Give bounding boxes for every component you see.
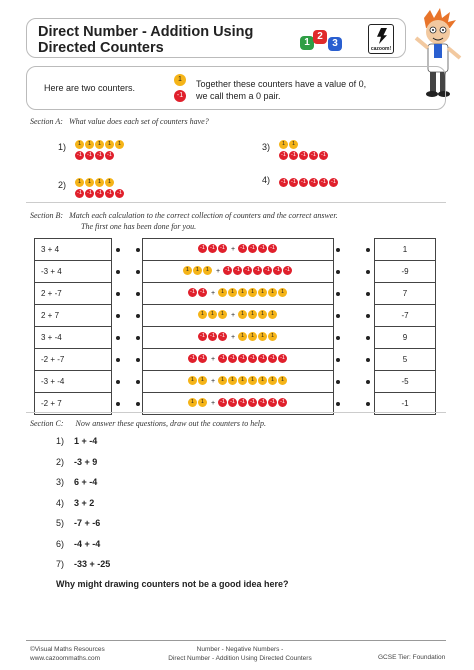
section-a-text: What value does each set of counters have? — [68, 117, 209, 126]
question-number: 6) — [56, 538, 65, 549]
section-b-text-1: Match each calculation to the correct collection of counters and the correct answer. — [69, 211, 338, 220]
counter-cell — [142, 282, 334, 305]
negative-counter-icon: -1 — [283, 266, 292, 275]
plus-sign: + — [230, 311, 236, 319]
negative-counter-icon: -1 — [233, 266, 242, 275]
page-title — [38, 24, 253, 56]
negative-counter-icon: -1 — [319, 178, 328, 187]
negative-counter-icon: -1 — [218, 398, 227, 407]
negative-counter-icon: -1 — [85, 151, 94, 160]
question-text: 1 + -4 — [74, 436, 98, 446]
negative-counter-icon: -1 — [218, 354, 227, 363]
negative-counter-icon: -1 — [174, 90, 186, 102]
footer-left — [30, 645, 105, 663]
positive-counter-icon: 1 — [218, 288, 227, 297]
negative-counter-icon: -1 — [299, 178, 308, 187]
counter-group — [75, 136, 155, 158]
section-c-question — [56, 518, 100, 528]
question-text: 3 + 2 — [74, 497, 95, 508]
match-dot[interactable] — [116, 248, 120, 252]
positive-counter-icon: 1 — [198, 376, 207, 385]
calculation-cell: 2 + -7 — [34, 282, 112, 305]
calculation-cell: 3 + -4 — [34, 326, 112, 349]
positive-counter-icon: 1 — [248, 376, 257, 385]
negative-counter-icon: -1 — [75, 189, 84, 198]
counter-group-left — [198, 306, 228, 324]
positive-counter-icon: 1 — [188, 376, 197, 385]
positive-counter-icon: 1 — [258, 376, 267, 385]
positive-counter-icon: 1 — [248, 332, 257, 341]
negative-counter-icon: -1 — [105, 189, 114, 198]
match-dot[interactable] — [116, 270, 120, 274]
question-number: 3) — [56, 477, 65, 487]
negative-counter-icon: -1 — [95, 189, 104, 198]
footer-website-link[interactable]: www.cazoommaths.com — [30, 655, 101, 662]
match-dot[interactable] — [366, 358, 370, 362]
positive-counter-icon: 1 — [115, 140, 124, 149]
question-number: 2) — [58, 180, 67, 190]
counter-group-left — [198, 240, 228, 258]
negative-counter-icon: -1 — [299, 151, 308, 160]
bolt-icon — [377, 28, 387, 44]
counter-cell — [142, 326, 334, 349]
plus-sign: + — [230, 333, 236, 341]
section-c-label: Section C: — [30, 419, 64, 428]
match-dot[interactable] — [116, 314, 120, 318]
positive-counter-icon: 1 — [228, 288, 237, 297]
negative-counter-icon: -1 — [85, 189, 94, 198]
counter-group-left — [188, 394, 208, 412]
divider-b — [26, 412, 446, 413]
counter-group-left — [198, 328, 228, 346]
positive-counter-icon: 1 — [193, 266, 202, 275]
positive-counter-icon: 1 — [188, 398, 197, 407]
title-line-1: Direct Number - Addition Using — [38, 24, 254, 40]
positive-counter-icon: 1 — [85, 178, 94, 187]
section-c-question — [56, 539, 100, 549]
negative-counter-icon: -1 — [263, 266, 272, 275]
footer-copyright: ©Visual Maths Resources — [30, 646, 105, 653]
plus-sign: + — [210, 399, 216, 407]
answer-cell: 7 — [374, 282, 436, 305]
positive-counter-icon: 1 — [203, 266, 212, 275]
question-text: -7 + -6 — [74, 518, 101, 528]
negative-counter-icon: -1 — [218, 332, 227, 341]
negative-counter-icon: -1 — [253, 266, 262, 275]
counter-group — [75, 174, 155, 196]
positive-counter-icon: 1 — [198, 310, 207, 319]
positive-counter-icon: 1 — [183, 266, 192, 275]
positive-counter-icon: 1 — [289, 140, 298, 149]
match-dot[interactable] — [366, 292, 370, 296]
cazoom-logo — [368, 24, 394, 54]
negative-counter-icon: -1 — [279, 151, 288, 160]
match-dot[interactable] — [336, 270, 340, 274]
negative-counter-icon: -1 — [188, 288, 197, 297]
section-c-text: Now answer these questions, draw out the counters to help. — [75, 419, 266, 428]
match-dot[interactable] — [336, 292, 340, 296]
negative-counter-icon: -1 — [273, 266, 282, 275]
positive-counter-icon: 1 — [238, 310, 247, 319]
match-dot[interactable] — [336, 358, 340, 362]
section-b-text-2: The first one has been done for you. — [81, 222, 197, 231]
negative-counter-icon: -1 — [268, 244, 277, 253]
positive-counter-icon: 1 — [174, 74, 186, 86]
negative-counter-icon: -1 — [268, 354, 277, 363]
negative-counter-icon: -1 — [278, 354, 287, 363]
positive-counter-icon: 1 — [258, 288, 267, 297]
negative-counter-icon: -1 — [289, 151, 298, 160]
counter-cell — [142, 304, 334, 327]
match-dot[interactable] — [336, 336, 340, 340]
question-text: -33 + -25 — [74, 559, 111, 569]
question-number: 4) — [262, 175, 271, 185]
positive-counter-icon: 1 — [268, 288, 277, 297]
negative-counter-icon: -1 — [289, 178, 298, 187]
match-dot[interactable] — [366, 380, 370, 384]
intro-left-text: Here are two counters. — [44, 83, 136, 93]
match-dot[interactable] — [136, 336, 140, 340]
negative-counter-icon: -1 — [329, 178, 338, 187]
digit-1-icon: 1 — [300, 36, 314, 50]
counter-cell — [142, 370, 334, 393]
counter-cell — [142, 348, 334, 371]
section-a-heading — [30, 117, 209, 126]
positive-counter-icon: 1 — [238, 376, 247, 385]
plus-sign: + — [215, 267, 221, 275]
positive-counter-icon: 1 — [278, 288, 287, 297]
answer-cell: 1 — [374, 238, 436, 261]
match-dot[interactable] — [116, 336, 120, 340]
negative-counter-icon: -1 — [258, 244, 267, 253]
negative-counter-icon: -1 — [198, 354, 207, 363]
section-c-question — [56, 477, 97, 487]
footer-tier: GCSE Tier: Foundation — [378, 654, 446, 661]
question-text: -3 + 9 — [74, 456, 98, 467]
footer-divider — [26, 640, 446, 641]
negative-counter-icon: -1 — [198, 288, 207, 297]
section-c-question — [56, 436, 97, 446]
negative-counter-icon: -1 — [105, 151, 114, 160]
positive-counter-icon: 1 — [105, 140, 114, 149]
counter-group — [279, 136, 359, 158]
positive-counter-icon: 1 — [268, 310, 277, 319]
question-number: 2) — [56, 456, 65, 467]
counter-group-right — [218, 350, 288, 368]
closing-question: Why might drawing counters not be a good idea here? — [56, 579, 289, 589]
question-number: 1) — [58, 142, 67, 152]
section-b-label: Section B: — [30, 211, 64, 220]
match-dot[interactable] — [136, 380, 140, 384]
plus-sign: + — [210, 355, 216, 363]
counter-group — [279, 174, 359, 185]
positive-counter-icon: 1 — [258, 332, 267, 341]
section-b-heading — [30, 210, 338, 232]
match-dot[interactable] — [366, 314, 370, 318]
match-dot[interactable] — [366, 402, 370, 406]
section-c-heading — [30, 419, 266, 428]
counter-cell — [142, 260, 334, 283]
positive-counter-icon: 1 — [238, 288, 247, 297]
negative-counter-icon: -1 — [268, 398, 277, 407]
negative-counter-icon: -1 — [115, 189, 124, 198]
positive-counter-icon: 1 — [218, 376, 227, 385]
positive-counter-icon: 1 — [85, 140, 94, 149]
negative-counter-icon: -1 — [309, 151, 318, 160]
question-text: 6 + -4 — [74, 477, 98, 487]
negative-counter-icon: -1 — [188, 354, 197, 363]
negative-counter-icon: -1 — [198, 332, 207, 341]
question-number: 4) — [56, 497, 65, 508]
match-dot[interactable] — [136, 270, 140, 274]
counter-group-right — [223, 262, 293, 280]
negative-counter-icon: -1 — [95, 151, 104, 160]
footer-center — [150, 645, 330, 663]
question-number: 7) — [56, 559, 65, 569]
counter-group-right — [238, 240, 278, 258]
negative-counter-icon: -1 — [228, 398, 237, 407]
negative-counter-icon: -1 — [319, 151, 328, 160]
answer-cell: 9 — [374, 326, 436, 349]
digits-logo — [300, 30, 346, 54]
calculation-cell: -2 + -7 — [34, 348, 112, 371]
match-dot[interactable] — [116, 402, 120, 406]
counter-group-left — [183, 262, 213, 280]
negative-counter-icon: -1 — [248, 354, 257, 363]
negative-counter-icon: -1 — [75, 151, 84, 160]
calculation-cell: -2 + 7 — [34, 392, 112, 415]
positive-counter-icon: 1 — [268, 376, 277, 385]
footer-topic: Number - Negative Numbers - — [196, 646, 284, 653]
question-number: 3) — [262, 142, 271, 152]
match-dot[interactable] — [336, 380, 340, 384]
plus-sign: + — [230, 245, 236, 253]
negative-counter-icon: -1 — [198, 244, 207, 253]
counter-group-right — [238, 306, 278, 324]
digit-3-icon: 3 — [328, 37, 342, 51]
counter-group-left — [188, 372, 208, 390]
plus-sign: + — [210, 289, 216, 297]
calculation-cell: -3 + 4 — [34, 260, 112, 283]
counter-group-left — [188, 284, 208, 302]
positive-counter-icon: 1 — [228, 376, 237, 385]
section-c-question — [56, 559, 110, 569]
calculation-cell: -3 + -4 — [34, 370, 112, 393]
negative-counter-icon: -1 — [208, 332, 217, 341]
positive-counter-icon: 1 — [268, 332, 277, 341]
match-dot[interactable] — [336, 248, 340, 252]
negative-counter-icon: -1 — [238, 244, 247, 253]
logo-text: cazoom! — [370, 46, 392, 52]
positive-counter-icon: 1 — [198, 398, 207, 407]
negative-counter-icon: -1 — [248, 398, 257, 407]
negative-counter-icon: -1 — [238, 354, 247, 363]
positive-counter-icon: 1 — [258, 310, 267, 319]
answer-cell: 5 — [374, 348, 436, 371]
positive-counter-icon: 1 — [248, 310, 257, 319]
positive-counter-icon: 1 — [208, 310, 217, 319]
negative-counter-icon: -1 — [279, 178, 288, 187]
match-dot[interactable] — [136, 248, 140, 252]
negative-counter-icon: -1 — [218, 244, 227, 253]
match-dot[interactable] — [136, 402, 140, 406]
negative-counter-icon: -1 — [223, 266, 232, 275]
positive-counter-icon: 1 — [95, 178, 104, 187]
positive-counter-icon: 1 — [248, 288, 257, 297]
counter-group-right — [218, 284, 288, 302]
positive-counter-icon: 1 — [75, 140, 84, 149]
section-a-label: Section A: — [30, 117, 63, 126]
positive-counter-icon: 1 — [238, 332, 247, 341]
match-dot[interactable] — [136, 292, 140, 296]
match-dot[interactable] — [366, 270, 370, 274]
positive-counter-icon: 1 — [75, 178, 84, 187]
match-dot[interactable] — [116, 358, 120, 362]
negative-counter-icon: -1 — [248, 244, 257, 253]
match-dot[interactable] — [116, 292, 120, 296]
match-dot[interactable] — [366, 248, 370, 252]
negative-counter-icon: -1 — [258, 398, 267, 407]
negative-counter-icon: -1 — [238, 398, 247, 407]
match-dot[interactable] — [366, 336, 370, 340]
answer-cell: -1 — [374, 392, 436, 415]
negative-counter-icon: -1 — [309, 178, 318, 187]
counter-group-right — [218, 394, 288, 412]
section-c-question — [56, 457, 97, 467]
counter-group-right — [238, 328, 278, 346]
match-dot[interactable] — [136, 314, 140, 318]
match-dot[interactable] — [116, 380, 120, 384]
plus-sign: + — [210, 377, 216, 385]
match-dot[interactable] — [336, 314, 340, 318]
answer-cell: -9 — [374, 260, 436, 283]
footer-subtopic: Direct Number - Addition Using Directed Counters — [168, 655, 312, 662]
digit-2-icon: 2 — [313, 30, 327, 44]
match-dot[interactable] — [136, 358, 140, 362]
counter-group-left — [188, 350, 208, 368]
match-dot[interactable] — [336, 402, 340, 406]
answer-cell: -5 — [374, 370, 436, 393]
positive-counter-icon: 1 — [278, 376, 287, 385]
counter-group-right — [218, 372, 288, 390]
calculation-cell: 3 + 4 — [34, 238, 112, 261]
intro-right-text — [196, 78, 366, 102]
negative-counter-icon: -1 — [228, 354, 237, 363]
title-line-2: Directed Counters — [38, 40, 164, 56]
question-number: 1) — [56, 436, 65, 446]
negative-counter-icon: -1 — [208, 244, 217, 253]
negative-counter-icon: -1 — [243, 266, 252, 275]
divider-a — [26, 202, 446, 203]
calculation-cell: 2 + 7 — [34, 304, 112, 327]
positive-counter-icon: 1 — [105, 178, 114, 187]
intro-right-line-2: we call them a 0 pair. — [196, 91, 281, 101]
question-text: -4 + -4 — [74, 538, 101, 549]
counter-cell — [142, 238, 334, 261]
positive-counter-icon: 1 — [279, 140, 288, 149]
negative-counter-icon: -1 — [258, 354, 267, 363]
positive-counter-icon: 1 — [218, 310, 227, 319]
section-c-question — [56, 498, 94, 508]
question-number: 5) — [56, 518, 65, 528]
intro-right-line-1: Together these counters have a value of 0, — [196, 79, 367, 89]
negative-counter-icon: -1 — [278, 398, 287, 407]
positive-counter-icon: 1 — [95, 140, 104, 149]
answer-cell: -7 — [374, 304, 436, 327]
